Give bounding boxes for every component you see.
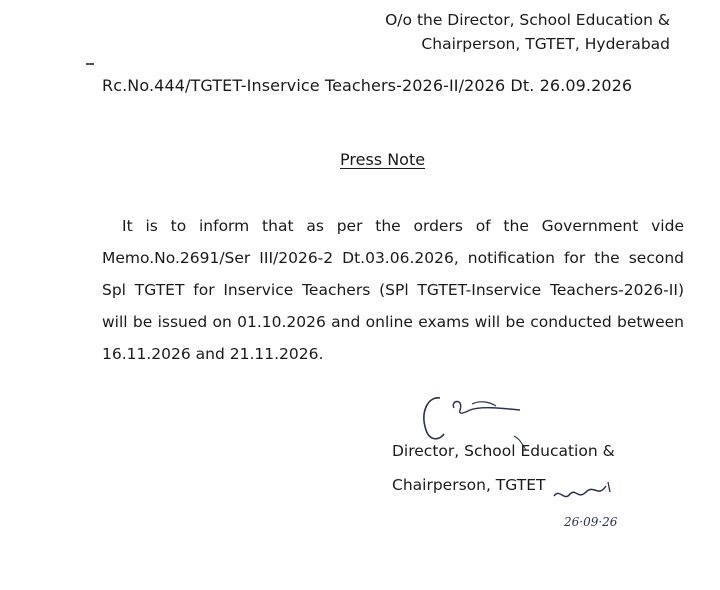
signatory-line-2: Chairperson, TGTET xyxy=(392,476,546,494)
body-line-4: will be issued on 01.10.2026 and online exams will be conducted between xyxy=(102,313,684,331)
document-title: Press Note xyxy=(340,150,426,169)
signatory-line-1: Director, School Education & xyxy=(392,442,615,460)
margin-mark xyxy=(86,63,94,65)
handwritten-initial-and-date xyxy=(550,478,630,538)
reference-number: Rc.No.444/TGTET-Inservice Teachers-2026-II/2026 Dt. 26.09.2026 xyxy=(102,76,633,95)
issuing-office xyxy=(360,8,670,56)
office-line-1: O/o the Director, School Education & xyxy=(385,11,670,29)
body-line-3: Spl TGTET for Inservice Teachers (SPl TGTET-Inservice Teachers-2026-II) xyxy=(102,281,684,299)
office-line-2: Chairperson, TGTET, Hyderabad xyxy=(421,35,670,53)
svg-text:26·09·26: 26·09·26 xyxy=(564,515,618,529)
body-line-2: Memo.No.2691/Ser III/2026-2 Dt.03.06.2026, notification for the second xyxy=(102,249,684,267)
body-line-5: 16.11.2026 and 21.11.2026. xyxy=(102,345,324,363)
body-line-1: It is to inform that as per the orders of the Government vide xyxy=(122,217,684,235)
press-note-body xyxy=(102,210,684,370)
